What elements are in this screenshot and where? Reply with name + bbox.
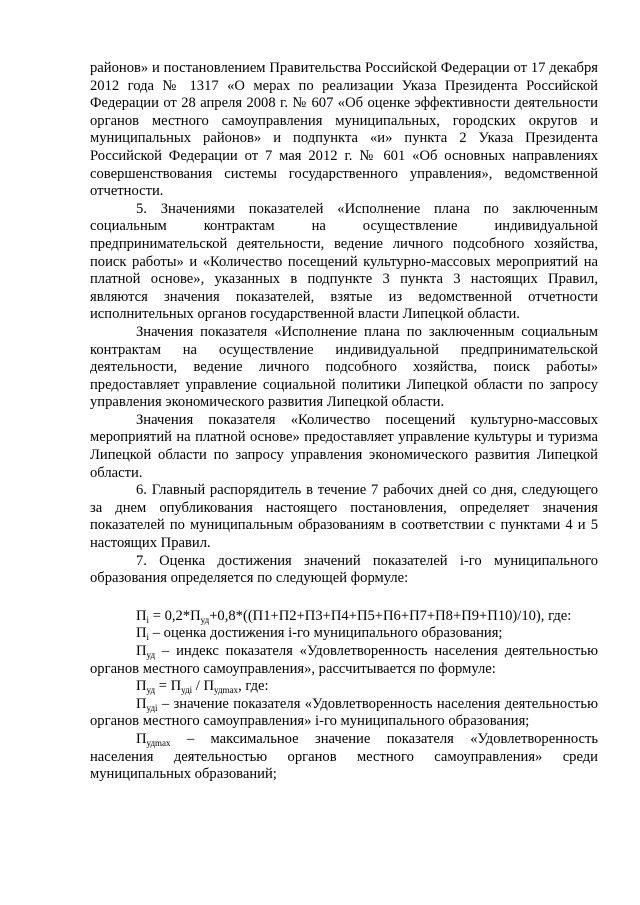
pud-formula: $П_{уд} = П_{удi} / П_{удmax}$, где: [136,678,269,696]
paragraph-6: 6. Главный распорядитель в течение 7 рабочих дней со дня, следующего за днем опубликования настоящего постановления, определяет значения показателей по муниципальным образованиям в соответствии с пунктами 4 и 5 настоящих Правил. [90,482,598,552]
definition-pudmax: $П_{удmax}$ – максимальное значение показателя «Удовлетворенность населения деятельностью органов местного самоуправления» среди муниципальных образований; [90,730,598,783]
paragraph-culture: Значения показателя «Количество посещений культурно-массовых мероприятий на платной основе» предоставляет управление культуры и туризма Липецкой области по запросу управления экономического развития Липецкой области. [90,411,598,481]
paragraph-5: 5. Значениями показателей «Исполнение плана по заключенным социальным контрактам на осуществление индивидуальной предпринимательской деятельности, ведение личного подсобного хозяйства, поиск работы» и «Количество посещений культурно-массовых мероприятий на платной основе», указанных в подпункте 3 пункта 3 настоящих Правил, являются значения показателей, взятые из ведомственной отчетности исполнительных органов государственной власти Липецкой области. [90,200,598,323]
definition-pi: $П_i$ – оценка достижения i-го муниципального образования; [136,625,503,643]
paragraph-social-policy: Значения показателя «Исполнение плана по заключенным социальным контрактам на осуществление индивидуальной предпринимательской деятельности, ведение личного подсобного хозяйства, поиск работы» предоставляет управление социальной политики Липецкой области по запросу управления экономического развития Липецкой области. [90,323,598,411]
spacer [90,588,598,608]
document-page [90,60,598,784]
paragraph-continuation: районов» и постановлением Правительства Российской Федерации от 17 декабря 2012 года № 1317 «О мерах по реализации Указа Президента Российской Федерации от 28 апреля 2008 г. № 607 «Об оценке эффективности деятельности органов местного самоуправления муниципальных, городских округов и муниципальных районов» и подпункта «и» пункта 2 Указа Президента Российской Федерации от 7 мая 2012 г. № 601 «Об основных направлениях совершенствования системы государственного управления», ведомственной отчетности. [90,60,598,200]
definition-pudi: $П_{удi}$ – значение показателя «Удовлетворенность населения деятельностью органов местного самоуправления» i-го муниципального образования; [90,695,598,730]
paragraph-7: 7. Оценка достижения значений показателей i-го муниципального образования определяется по следующей формуле: [90,552,598,587]
main-formula: $П_i = 0,2*П_{уд}+0,8*((П1+П2+П3+П4+П5+П6+П7+П8+П9+П10)/10)$, где: [136,607,572,625]
definition-pud: $П_{уд}$ – индекс показателя «Удовлетворенность населения деятельностью органов местного самоуправления», рассчитывается по формуле: [90,643,598,677]
